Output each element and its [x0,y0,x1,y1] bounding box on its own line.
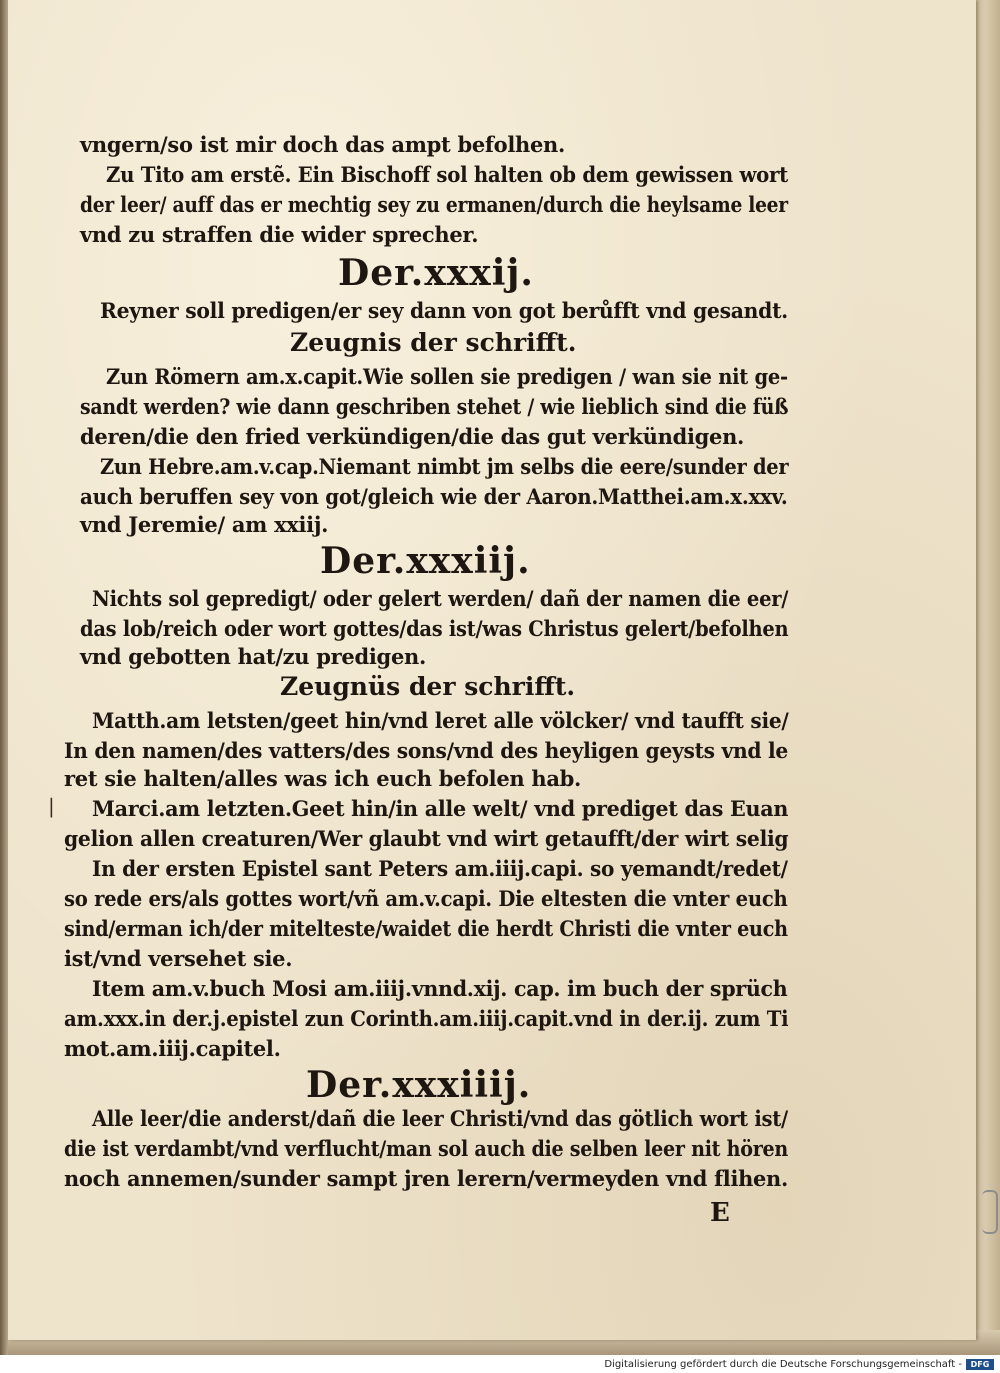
text-line: so rede ers/als gottes wort/vñ am.v.capi. Die eltesten die vnter euch [64,886,788,911]
text-line: ist/vnd versehet sie. [64,946,293,971]
footer-bar [0,1355,1000,1373]
text-line: Item am.v.buch Mosi am.iiij.vnnd.xij. cap. im buch der sprüch [92,976,788,1001]
section-subheading: Zeugnüs der schrifft. [280,672,576,701]
text-line: am.xxx.in der.j.epistel zun Corinth.am.iiij.capit.vnd in der.ij. zum Ti [64,1006,789,1031]
page-edge-right [976,0,1000,1340]
text-line: ret sie halten/alles was ich euch befolen hab. [64,766,582,791]
text-line: In den namen/des vatters/des sons/vnd des heyligen geysts vnd le [64,738,789,763]
text-line: In der ersten Epistel sant Peters am.iiij.capi. so yemandt/redet/ [92,856,788,881]
book-page [8,0,976,1340]
chapter-heading: Der.xxxiiij. [306,1064,532,1106]
dfg-logo: DFG [966,1359,994,1370]
binding-edge [0,0,8,1355]
text-line: vnd gebotten hat/zu predigen. [80,644,426,669]
text-line: sandt werden? wie dann geschriben stehet / wie lieblich sind die füß [80,394,789,419]
text-line: Alle leer/die anderst/dañ die leer Christi/vnd das götlich wort ist/ [92,1106,788,1131]
text-line: vngern/so ist mir doch das ampt befolhen. [80,132,566,157]
text-line: deren/die den fried verkündigen/die das gut verkündigen. [80,424,745,449]
text-line: Nichts sol gepredigt/ oder gelert werden/ dañ der namen die eer/ [92,586,789,611]
text-line: sind/erman ich/der mitelteste/waidet die herdt Christi die vnter euch [64,916,788,941]
text-line: das lob/reich oder wort gottes/das ist/was Christus gelert/befolhen [80,616,789,641]
chapter-heading: Der.xxxiij. [320,540,531,582]
text-line: die ist verdambt/vnd verflucht/man sol auch die selben leer nit hören [64,1136,789,1161]
text-line: Zun Römern am.x.capit.Wie sollen sie predigen / wan sie nit ge- [106,364,788,389]
catchword: E [710,1198,730,1228]
margin-mark: | [48,794,55,818]
text-line: Reyner soll predigen/er sey dann von got berůfft vnd gesandt. [100,298,788,323]
section-subheading: Zeugnis der schrifft. [290,328,577,357]
text-line: gelion allen creaturen/Wer glaubt vnd wirt getaufft/der wirt selig [64,826,789,851]
text-line: Matth.am letsten/geet hin/vnd leret alle völcker/ vnd taufft sie/ [92,708,789,733]
text-line: noch annemen/sunder sampt jren lerern/vermeyden vnd flihen. [64,1166,788,1191]
digitization-credit: Digitalisierung gefördert durch die Deutsche Forschungsgemeinschaft - [604,1358,962,1370]
text-line: vnd Jeremie/ am xxiij. [80,512,329,537]
chapter-heading: Der.xxxij. [338,252,534,294]
text-line: Zun Hebre.am.v.cap.Niemant nimbt jm selbs die eere/sunder der [100,454,789,479]
text-line: Zu Tito am erstẽ. Ein Bischoff sol halten ob dem gewissen wort [106,162,788,187]
text-line: Marci.am letzten.Geet hin/in alle welt/ vnd prediget das Euan [92,796,789,821]
text-line: vnd zu straffen die wider sprecher. [80,222,479,247]
text-line: der leer/ auff das er mechtig sey zu ermanen/durch die heylsame leer [80,192,788,217]
paper-clip [982,1190,998,1234]
text-line: auch beruffen sey von got/gleich wie der Aaron.Matthei.am.x.xxv. [80,484,788,509]
text-line: mot.am.iiij.capitel. [64,1036,281,1061]
